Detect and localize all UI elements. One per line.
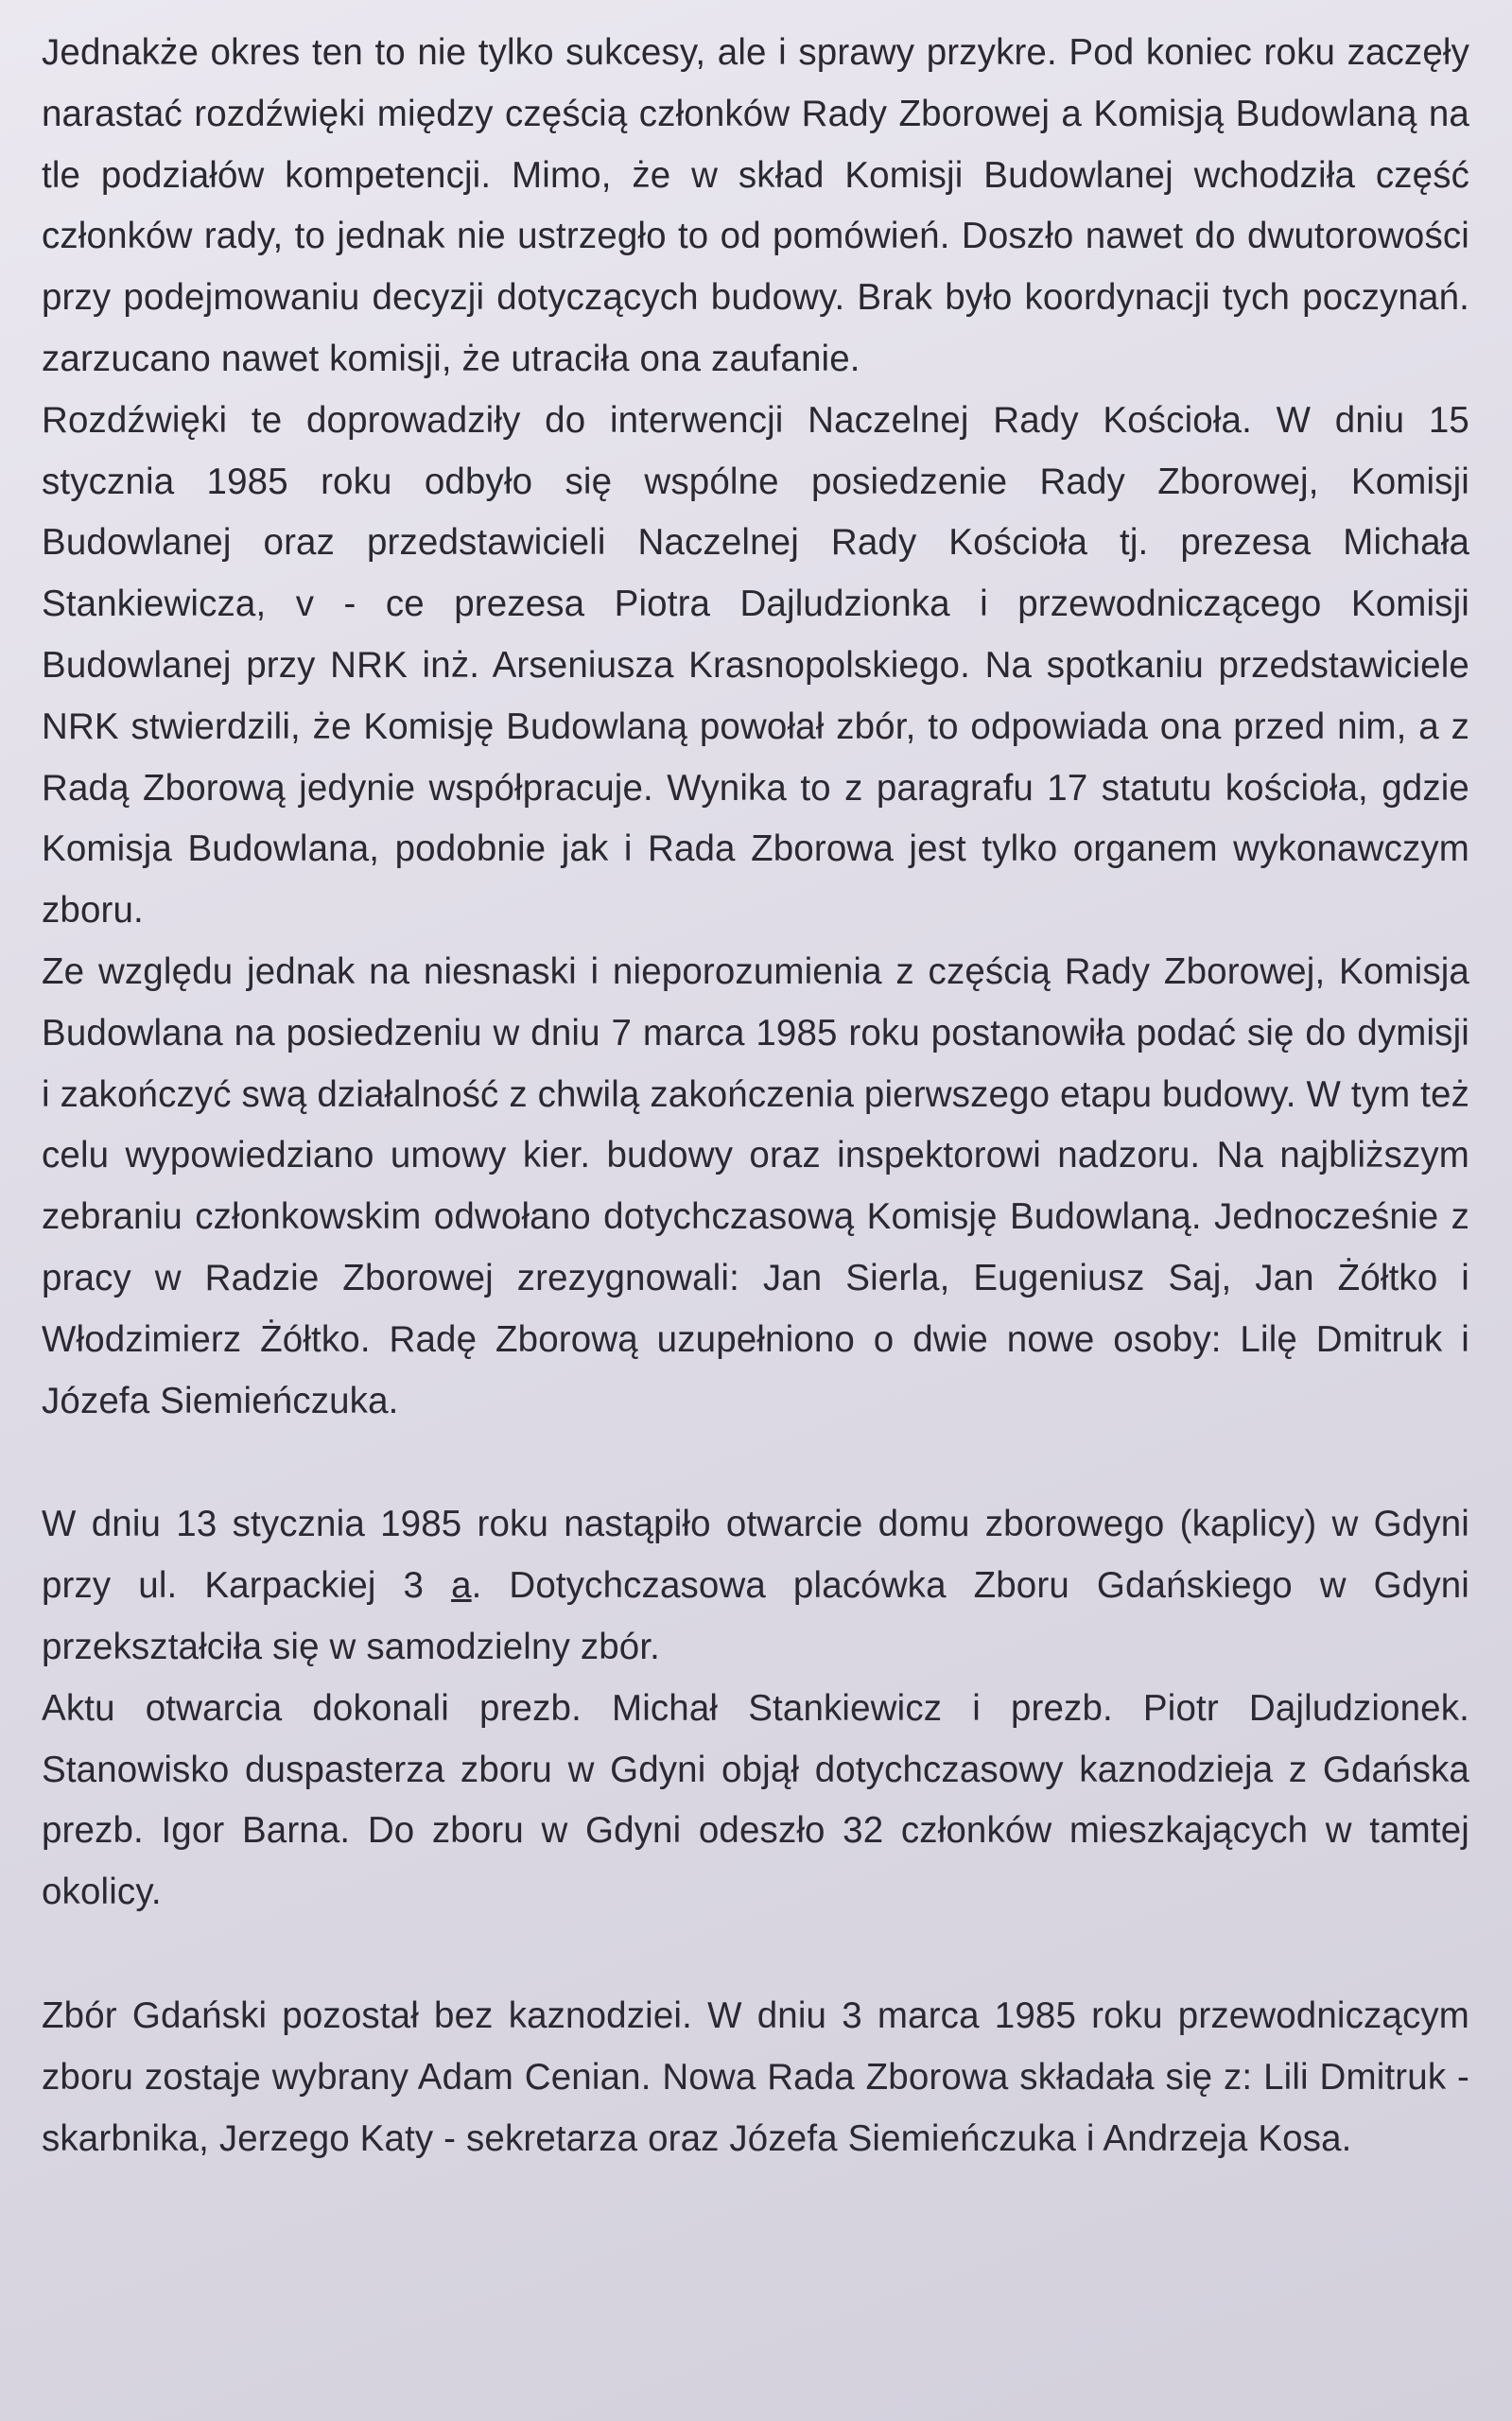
paragraph-intervention: Rozdźwięki te doprowadziły do interwencji Naczelnej Rady Kościoła. W dniu 15 stycznia 1985 roku odbyło się wspólne posiedzenie Rady Zborowej, Komisji Budowlanej oraz przedstawicieli Naczelnej Rady Kościoła tj. prezesa Michała Stankiewicza, v - ce prezesa Piotra Dajludzionka i przewodniczącego Komisji Budowlanej przy NRK inż. Arseniusza Krasnopolskiego. Na spotkaniu przedstawiciele NRK stwierdzili, że Komisję Budowlaną powołał zbór, to odpowiada ona przed nim, a z Radą Zborową jedynie współpracuje. Wynika to z paragrafu 17 statutu kościoła, gdzie Komisja Budowlana, podobnie jak i Rada Zborowa jest tylko organem wykonawczym zboru. xyxy=(42,399,1469,932)
paragraph-spacer xyxy=(42,1432,1469,1494)
paragraph-disputes: Jednakże okres ten to nie tylko sukcesy, ale i sprawy przykre. Pod koniec roku zaczęły narastać rozdźwięki między częścią członków Rady Zborowej a Komisją Budowlaną na tle podziałów kompetencji. Mimo, że w skład Komisji Budowlanej wchodziła część członków rady, to jednak nie ustrzegło to od pomówień. Doszło nawet do dwutorowości przy podejmowaniu decyzji dotyczących budowy. Brak było koordynacji tych poczynań. zarzucano nawet komisji, że utraciła ona zaufanie. xyxy=(42,32,1469,379)
gdynia-opening-text-end: . Dotychczasowa placówka Zboru Gdańskiego w Gdyni przekształciła się w samodzielny zbór. xyxy=(42,1565,1469,1667)
document-page xyxy=(42,23,1469,2169)
paragraph-resignation: Ze względu jednak na niesnaski i nieporozumienia z częścią Rady Zborowej, Komisja Budowlana na posiedzeniu w dniu 7 marca 1985 roku postanowiła podać się do dymisji i zakończyć swą działalność z chwilą zakończenia pierwszego etapu budowy. W tym też celu wypowiedziano umowy kier. budowy oraz inspektorowi nadzoru. Na najbliższym zebraniu członkowskim odwołano dotychczasową Komisję Budowlaną. Jednocześnie z pracy w Radzie Zborowej zrezygnowali: Jan Sierla, Eugeniusz Saj, Jan Żółtko i Włodzimierz Żółtko. Radę Zborową uzupełniono o dwie nowe osoby: Lilę Dmitruk i Józefa Siemieńczuka. xyxy=(42,950,1469,1421)
gdynia-address-letter: a xyxy=(451,1565,472,1607)
gdynia-opening-text: W dniu 13 stycznia 1985 roku nastąpiło otwarcie domu zborowego (kaplicy) w Gdyni przy ul. Karpackiej 3 xyxy=(42,1504,1469,1607)
paragraph-spacer xyxy=(42,1924,1469,1986)
paragraph-gdynia-pastor: Aktu otwarcia dokonali prezb. Michał Stankiewicz i prezb. Piotr Dajludzionek. Stanowisko duspasterza zboru w Gdyni objął dotychczasowy kaznodzieja z Gdańska prezb. Igor Barna. Do zboru w Gdyni odeszło 32 członków mieszkających w tamtej okolicy. xyxy=(42,1687,1469,1913)
paragraph-gdynia-opening xyxy=(42,1494,1469,1678)
paragraph-new-council: Zbór Gdański pozostał bez kaznodziei. W dniu 3 marca 1985 roku przewodniczącym zboru zostaje wybrany Adam Cenian. Nowa Rada Zborowa składała się z: Lili Dmitruk - skarbnika, Jerzego Katy - sekretarza oraz Józefa Siemieńczuka i Andrzeja Kosa. xyxy=(42,1994,1469,2159)
